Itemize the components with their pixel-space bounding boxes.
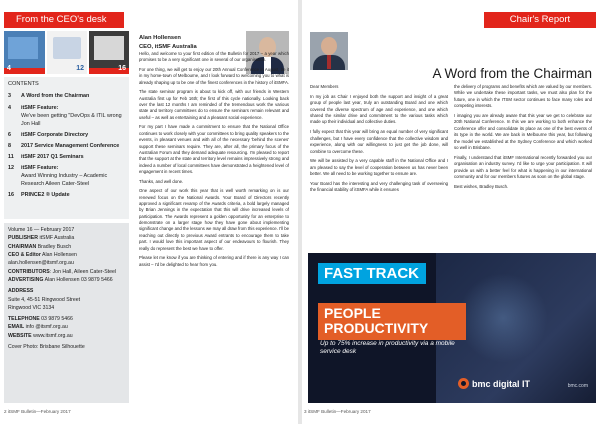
contents-page-number: 4 — [8, 104, 11, 111]
contents-entry-title: A Word from the Chairman — [21, 93, 90, 100]
telephone-line: TELEPHONE 03 9879 5466 — [8, 316, 73, 323]
article-paragraph: One aspect of our work this year that is well worth remarking on is our renewed focus on the National Awards. Your Board of Directors recently approved a significant revamp of the Awards criteria, a bold largely managed by Brian Jennings in the expectation that this will drive increased levels of participation. The Awards represent a golden opportunity for an enterprise to demonstrate on a larger stage how they have gone about implementing significant change and the lessons we may all draw from this experience. I'll be reaching out directly to previous Award entrants to encourage them to take part. I would love this important aspect of our endeavours to flourish. They really do represent the best we have to offer. — [139, 188, 289, 251]
thumbnail-strip — [4, 31, 129, 74]
address-line-1: Suite 4, 45-51 Ringwood Street — [8, 296, 81, 303]
contents-entry-title: PRINCE2 ® Update — [21, 192, 70, 199]
contents-entry-title: itSMF Feature: — [21, 165, 59, 172]
ceo-byline — [139, 34, 239, 51]
bmc-logo-icon — [458, 378, 469, 389]
masthead-box — [4, 223, 129, 403]
contents-list — [8, 92, 125, 199]
contents-entry-title: 2017 Service Management Conference — [21, 142, 120, 149]
contents-entry — [21, 191, 125, 199]
volume-line: Volume 16 — February 2017 — [8, 227, 75, 233]
article-paragraph: Finally, I understand that itSMF International recently forwarded you our organisation an industry survey. I'd like to urge your participation. It will provide us with a better feel for what is happening in our international community and for our members futures as soon on the global stage. — [454, 154, 592, 180]
right-page — [302, 0, 600, 424]
contents-item[interactable] — [8, 131, 125, 139]
ad-url[interactable]: bmc.com — [567, 383, 588, 389]
chairman-line: CHAIRMAN Bradley Busch — [8, 243, 72, 250]
contents-entry-subtitle: Award Winning Industry – Academic Research Aileen Cater-Steel — [21, 173, 108, 188]
contents-entry — [21, 164, 125, 188]
contents-item[interactable] — [8, 153, 125, 161]
thumbnail-page-4[interactable] — [4, 31, 45, 74]
publisher-line: PUBLISHER itSMF Australia — [8, 235, 75, 242]
ceo-title: CEO, itSMF Australia — [139, 43, 197, 50]
address-label: ADDRESS — [8, 288, 34, 295]
contents-page-number: 12 — [8, 165, 14, 172]
contents-item[interactable] — [8, 164, 125, 188]
ceo-desk-banner: From the CEO's desk — [4, 12, 124, 28]
article-paragraph: Dear Members — [310, 84, 339, 89]
bmc-brand-text: bmc digital IT — [472, 378, 531, 389]
chairman-portrait — [310, 32, 348, 70]
article-paragraph: I fully expect that this year will bring an equal number of very significant challenges, but I have every confidence that the collective wisdom and experience, along with our willingness to just get the job done, will combine to overcome these. — [310, 129, 448, 154]
contents-entry — [21, 104, 125, 128]
ad-headline-people-productivity: PEOPLE PRODUCTIVITY — [318, 303, 466, 340]
article-paragraph: Best wishes, Bradley Busch. — [454, 184, 509, 190]
website-line[interactable]: WEBSITE www.itsmf.org.au — [8, 332, 73, 339]
page-footer-left: 2 itSMF Bulletin—February 2017 — [4, 409, 71, 414]
contents-box — [4, 77, 129, 219]
ceo-email-link[interactable]: alan.hollensen@itsmf.org.au — [8, 260, 74, 267]
contents-entry — [21, 92, 125, 100]
contributors-line: CONTRIBUTORS: Jon Hall, Aileen Cater-Steel — [8, 268, 117, 275]
contents-entry-title: itSMF 2017 Q1 Seminars — [21, 154, 84, 161]
contents-page-number: 6 — [8, 131, 11, 138]
chairman-text-column-1 — [310, 84, 448, 254]
contents-entry-subtitle: We've been getting "DevOps & ITIL wrong Jon Hall — [21, 112, 122, 127]
contents-entry-title: itSMF Feature: — [21, 104, 59, 111]
contents-item[interactable] — [8, 104, 125, 128]
thumbnail-page-12[interactable] — [47, 31, 87, 74]
ceo-name: Alan Hollensen — [139, 35, 181, 41]
advertising-line: ADVERTISING Alan Hollensen 03 9879 5466 — [8, 276, 113, 283]
contents-item[interactable] — [8, 191, 125, 199]
thumbnail-number: 4 — [7, 65, 11, 72]
article-paragraph: We will be assisted by a very capable staff in the National Office and I am pleased to say the level of cooperation between us has never been better. We all need to be working together to ensure are. — [310, 158, 448, 177]
ad-headline-fast-track: FAST TRACK — [318, 263, 426, 284]
article-paragraph: Thanks, and well done. — [139, 178, 184, 184]
article-paragraph: In my job as Chair I enjoyed both the support and insight of a great group of people last year, truly an outstanding Board and one which covered the diverse spectrum of age and experience, and one which shared the similar drive and commitment to the various tasks which made up their individual and collective duties. — [310, 93, 448, 125]
bmc-logo — [458, 378, 530, 389]
thumbnail-page-16[interactable] — [89, 31, 129, 74]
article-paragraph: the delivery of programs and benefits which are valued by our members. While we undertake these important tasks, we must also plan for the future, one in which the ITSM sector continues to face many roles and competing interests. — [454, 84, 592, 109]
contents-page-number: 3 — [8, 93, 11, 100]
contents-entry — [21, 142, 125, 150]
cover-photo-credit: Cover Photo: Brisbane Silhouette — [8, 344, 85, 351]
article-paragraph: I imaging you are already aware that this year we get to celebrate our 20th National Conference. In this we are working to both enhance the Conference offer and consolidate its place as one of the best events of its type in the world. We are back in Melbourne this year, but following the model we established at the Sydney Conference and which worked so well in Brisbane. — [454, 113, 592, 151]
address-line-2: Ringwood VIC 3134 — [8, 304, 55, 311]
email-line[interactable]: EMAIL info @itsmf.org.au — [8, 324, 68, 331]
article-paragraph: For my part I have made a commitment to ensure that the National Office continues to work closely with your committees to bring quality speakers to the events, in pleasant venues and with all of the necessary 'behind the scenes' support these seminars require. They are, after all, the primary focus of the Australian Forum and they demand adequate resourcing. I'm pleased to report that the support at the state and territory level remains impressively strong and indeed a number of local committees have demonstrated a heightened level of engagement in recent times. — [139, 124, 289, 174]
contents-page-number: 8 — [8, 142, 11, 149]
bmc-advertisement[interactable] — [308, 253, 596, 403]
thumbnail-number: 16 — [118, 65, 126, 72]
ceo-article-body — [139, 51, 289, 406]
thumbnail-number: 12 — [76, 65, 84, 72]
article-paragraph: Please let me know if you are thinking of entering and if there is any way I can assist – I'd be delighted to hear from you. — [139, 255, 289, 267]
contents-entry — [21, 131, 125, 139]
chairman-text-column-2 — [454, 84, 592, 254]
article-paragraph: For one thing, we will get to enjoy our 20th Annual Conference in August, be it in my home-town of Melbourne, and I look forward to welcoming you to what is already shaping up to be one of the finest conferences in the history of itSMFA. — [139, 67, 289, 85]
left-page — [0, 0, 298, 424]
contents-page-number: 11 — [8, 154, 14, 161]
ad-tagline: Up to 75% increase in productivity via a mobile service desk — [320, 340, 455, 356]
page-footer-right: 3 itSMF Bulletin—February 2017 — [304, 409, 371, 414]
article-paragraph: Your Board has the interesting and very challenging task of overseeing the financial stability of itSMFA while it ensures — [310, 180, 448, 193]
contents-item[interactable] — [8, 142, 125, 150]
contents-item[interactable] — [8, 92, 125, 100]
contents-title: CONTENTS — [8, 81, 39, 87]
contents-entry — [21, 153, 125, 161]
ceo-line: CEO & Editor Alan Hollensen — [8, 251, 77, 258]
chairman-heading: A Word from the Chairman — [432, 66, 592, 81]
contents-entry-title: itSMF Corporate Directory — [21, 131, 89, 138]
contents-page-number: 16 — [8, 192, 14, 199]
article-paragraph: Hello, and welcome to your first edition of the Bulletin for 2017 – a year which promises to be a very significant one in several of our organisation. — [139, 51, 289, 63]
chairs-report-banner: Chair's Report — [484, 12, 596, 28]
article-paragraph: The state seminar program is about to kick off, with our friends in Western Australia first up for Feb 16th; the first of this cycle nationally. Looking back over the last 12 months I am reminded of the tremendous work the various state and territory committees do to ensure the seminars remain relevant and useful – as well as entertaining and a pleasant social experience. — [139, 89, 289, 120]
